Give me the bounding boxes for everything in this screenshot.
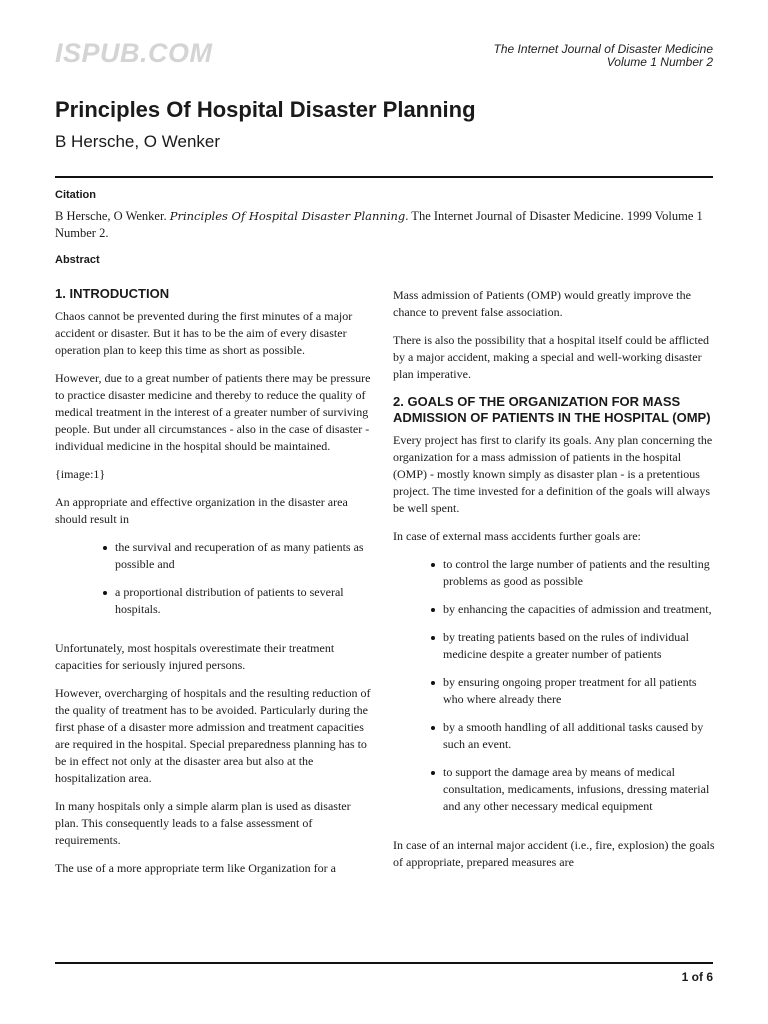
paragraph: However, due to a great number of patients there may be pressure to practice disaster medicine and thereby to reduce the quality of medical treatment in the interest of a greater number of surviving people. But under all circumstances - also in the case of disaster - individual medicine in the hospital should be maintained. <box>55 371 371 453</box>
abstract-label: Abstract <box>55 254 100 266</box>
section-heading-introduction: 1. INTRODUCTION <box>55 286 170 301</box>
paragraph: In case of external mass accidents further goals are: <box>393 529 641 543</box>
citation-label: Citation <box>55 189 96 201</box>
bullet-list <box>393 556 715 815</box>
image-placeholder: {image:1} <box>55 467 106 481</box>
paragraph: Unfortunately, most hospitals overestimate their treatment capacities for seriously injured persons. <box>55 641 335 672</box>
list-item: by enhancing the capacities of admission and treatment, <box>433 601 715 618</box>
citation-authors: B Hersche, O Wenker. <box>55 209 170 223</box>
paragraph: In many hospitals only a simple alarm plan is used as disaster plan. This consequently leads to a false assessment of requirements. <box>55 799 351 847</box>
journal-volume: Volume 1 Number 2 <box>606 55 713 69</box>
paragraph: Chaos cannot be prevented during the first minutes of a major accident or disaster. But it has to be the aim of every disaster operation plan to keep this time as short as possible. <box>55 309 353 357</box>
paragraph: Mass admission of Patients (OMP) would greatly improve the chance to prevent false association. <box>393 288 691 319</box>
list-item: a proportional distribution of patients to several hospitals. <box>105 584 377 618</box>
list-item: the survival and recuperation of as many patients as possible and <box>105 539 377 573</box>
paragraph: An appropriate and effective organization in the disaster area should result in <box>55 495 348 526</box>
list-item: to control the large number of patients and the resulting problems as good as possible <box>433 556 715 590</box>
list-item: to support the damage area by means of medical consultation, medicaments, infusions, dressing material and any other necessary medical equipment <box>433 764 715 815</box>
left-column <box>55 286 377 888</box>
right-column <box>393 287 715 882</box>
header-divider <box>55 176 713 178</box>
article-title: Principles Of Hospital Disaster Planning <box>55 97 476 122</box>
article-authors: B Hersche, O Wenker <box>55 132 221 151</box>
journal-info <box>494 43 713 69</box>
footer-divider <box>55 962 713 964</box>
citation-text <box>55 208 715 242</box>
paragraph: Every project has first to clarify its goals. Any plan concerning the organization for a mass admission of patients in the hospital (OMP) - mostly known simply as disaster plan - is a pretentious project. The time invested for a definition of the goals will always be well spent. <box>393 433 713 515</box>
paragraph: In case of an internal major accident (i.e., fire, explosion) the goals of appropriate, prepared measures are <box>393 838 715 869</box>
list-item: by treating patients based on the rules of individual medicine despite a greater number of patients <box>433 629 715 663</box>
site-logo: ISPUB.COM <box>55 38 213 68</box>
page-number: 1 of 6 <box>681 970 713 984</box>
citation-title: Principles Of Hospital Disaster Planning <box>169 209 406 223</box>
section-heading-goals: 2. GOALS OF THE ORGANIZATION FOR MASS ADMISSION OF PATIENTS IN THE HOSPITAL (OMP) <box>393 394 711 425</box>
bullet-list <box>55 539 377 618</box>
citation-rest: . The Internet Journal of Disaster Medicine. 1999 Volume 1 Number 2. <box>55 209 703 240</box>
paragraph: There is also the possibility that a hospital itself could be afflicted by a major accident, making a special and well-working disaster plan imperative. <box>393 333 710 381</box>
paragraph: The use of a more appropriate term like Organization for a <box>55 861 336 875</box>
paragraph: However, overcharging of hospitals and the resulting reduction of the quality of treatment has to be avoided. Particularly during the first phase of a disaster more admission and treatment capacities are required in the hospital. Special preparedness planning has to be in effect not only at the disaster area but also at the hospitalization area. <box>55 686 371 785</box>
list-item: by a smooth handling of all additional tasks caused by such an event. <box>433 719 715 753</box>
list-item: by ensuring ongoing proper treatment for all patients who where already there <box>433 674 715 708</box>
journal-name: The Internet Journal of Disaster Medicine <box>493 42 713 56</box>
